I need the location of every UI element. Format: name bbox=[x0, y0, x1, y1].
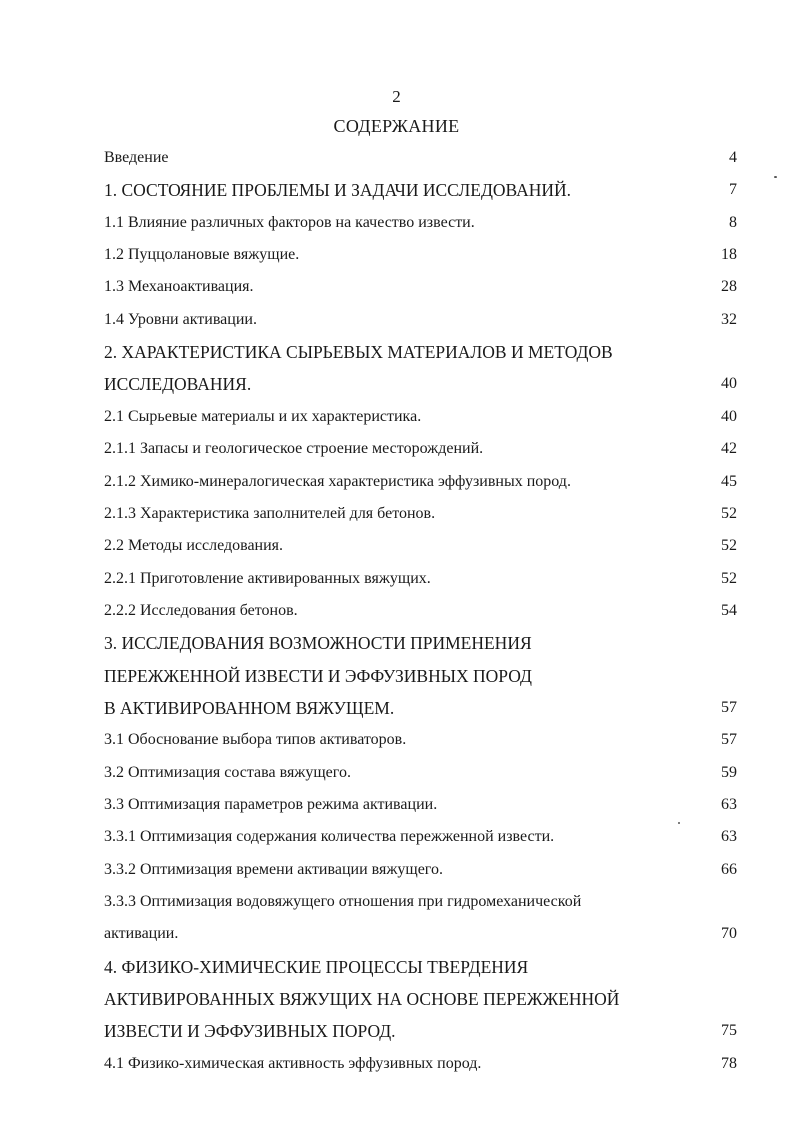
toc-entry-page: 57 bbox=[721, 698, 737, 716]
toc-entry-page: 4 bbox=[729, 149, 737, 166]
toc-entry-page: 18 bbox=[721, 246, 737, 264]
toc-entry-page: 45 bbox=[721, 472, 737, 490]
toc-entry-text: 2.2.1 Приготовление активированных вяжущих. bbox=[104, 569, 431, 587]
toc-entry-text: АКТИВИРОВАННЫХ ВЯЖУЩИХ НА ОСНОВЕ ПЕРЕЖЖЕННОЙ bbox=[104, 989, 620, 1010]
toc-entry-text: 1.1 Влияние различных факторов на качество извести. bbox=[104, 213, 475, 231]
toc-entry-text: 2.2 Методы исследования. bbox=[104, 537, 284, 555]
toc-entry-text: Введение bbox=[104, 149, 169, 166]
toc-entry-page: 75 bbox=[721, 1022, 737, 1040]
page-number: 2 bbox=[392, 87, 401, 106]
toc-entry-page: 52 bbox=[721, 537, 737, 555]
toc-entry-text: 1.3 Механоактивация. bbox=[104, 278, 254, 296]
toc-entry-page: 78 bbox=[721, 1054, 737, 1072]
toc-entry-page: 40 bbox=[721, 375, 737, 393]
toc-entry-text: ПЕРЕЖЖЕННОЙ ИЗВЕСТИ И ЭФФУЗИВНЫХ ПОРОД bbox=[104, 665, 532, 686]
toc-entry-page: 66 bbox=[721, 860, 737, 878]
toc-entry-text: 2. ХАРАКТЕРИСТИКА СЫРЬЕВЫХ МАТЕРИАЛОВ И МЕТОДОВ bbox=[104, 342, 613, 363]
toc-entry-text: 2.1 Сырьевые материалы и их характеристика. bbox=[104, 407, 422, 425]
toc-entry-page: 32 bbox=[721, 310, 737, 328]
toc-entry-text: 3.3.1 Оптимизация содержания количества пережженной извести. bbox=[104, 828, 555, 846]
scan-speck bbox=[774, 176, 777, 178]
toc-entry-text: 1. СОСТОЯНИЕ ПРОБЛЕМЫ И ЗАДАЧИ ИССЛЕДОВАНИЙ. bbox=[104, 180, 572, 201]
toc-entry-page: 57 bbox=[721, 731, 737, 749]
toc-entry-page: 52 bbox=[721, 569, 737, 587]
toc-entry-page: 63 bbox=[721, 796, 737, 813]
toc-entry-page: 7 bbox=[729, 181, 737, 199]
toc-entry-text: 2.2.2 Исследования бетонов. bbox=[104, 601, 298, 619]
toc-entry-text: ИЗВЕСТИ И ЭФФУЗИВНЫХ ПОРОД. bbox=[104, 1021, 396, 1042]
scan-speck bbox=[678, 822, 680, 824]
toc-entry-text: 3.3.2 Оптимизация времени активации вяжущего. bbox=[104, 860, 443, 878]
toc-entry-page: 42 bbox=[721, 440, 737, 458]
toc-title: СОДЕРЖАНИЕ bbox=[333, 116, 460, 136]
toc-entry-page: 28 bbox=[721, 278, 737, 296]
toc-entry-text: 3.1 Обоснование выбора типов активаторов. bbox=[104, 731, 407, 749]
toc-entry-text: 4. ФИЗИКО-ХИМИЧЕСКИЕ ПРОЦЕССЫ ТВЕРДЕНИЯ bbox=[104, 956, 529, 977]
toc-entry-page: 70 bbox=[721, 925, 737, 943]
toc-entry-text: 3.3 Оптимизация параметров режима активации. bbox=[104, 796, 438, 813]
toc-entry-page: 54 bbox=[721, 601, 737, 619]
toc-entry-page: 59 bbox=[721, 763, 737, 781]
toc-entry-text: ИССЛЕДОВАНИЯ. bbox=[104, 374, 252, 395]
toc-entry-page: 40 bbox=[721, 407, 737, 425]
toc-entry-text: 2.1.1 Запасы и геологическое строение месторождений. bbox=[104, 440, 484, 458]
toc-entry-text: 2.1.3 Характеристика заполнителей для бетонов. bbox=[104, 504, 436, 522]
toc-entry-text: 1.4 Уровни активации. bbox=[104, 310, 257, 328]
toc-entry-text: 2.1.2 Химико-минералогическая характеристика эффузивных пород. bbox=[104, 472, 571, 490]
toc-entry-text: 4.1 Физико-химическая активность эффузивных пород. bbox=[104, 1054, 482, 1072]
toc-entry-text: 1.2 Пуццолановые вяжущие. bbox=[104, 246, 300, 264]
toc-entry-page: 52 bbox=[721, 504, 737, 522]
toc-entry-text: активации. bbox=[104, 925, 179, 943]
toc-entry-text: 3.3.3 Оптимизация водовяжущего отношения при гидромеханической bbox=[104, 893, 582, 911]
toc-entry-page: 8 bbox=[729, 213, 737, 231]
toc-entry-text: 3. ИССЛЕДОВАНИЯ ВОЗМОЖНОСТИ ПРИМЕНЕНИЯ bbox=[104, 633, 532, 654]
toc-entry-text: 3.2 Оптимизация состава вяжущего. bbox=[104, 763, 351, 781]
toc-entry-page: 63 bbox=[721, 828, 737, 846]
toc-entry-text: В АКТИВИРОВАННОМ ВЯЖУЩЕМ. bbox=[104, 697, 395, 718]
